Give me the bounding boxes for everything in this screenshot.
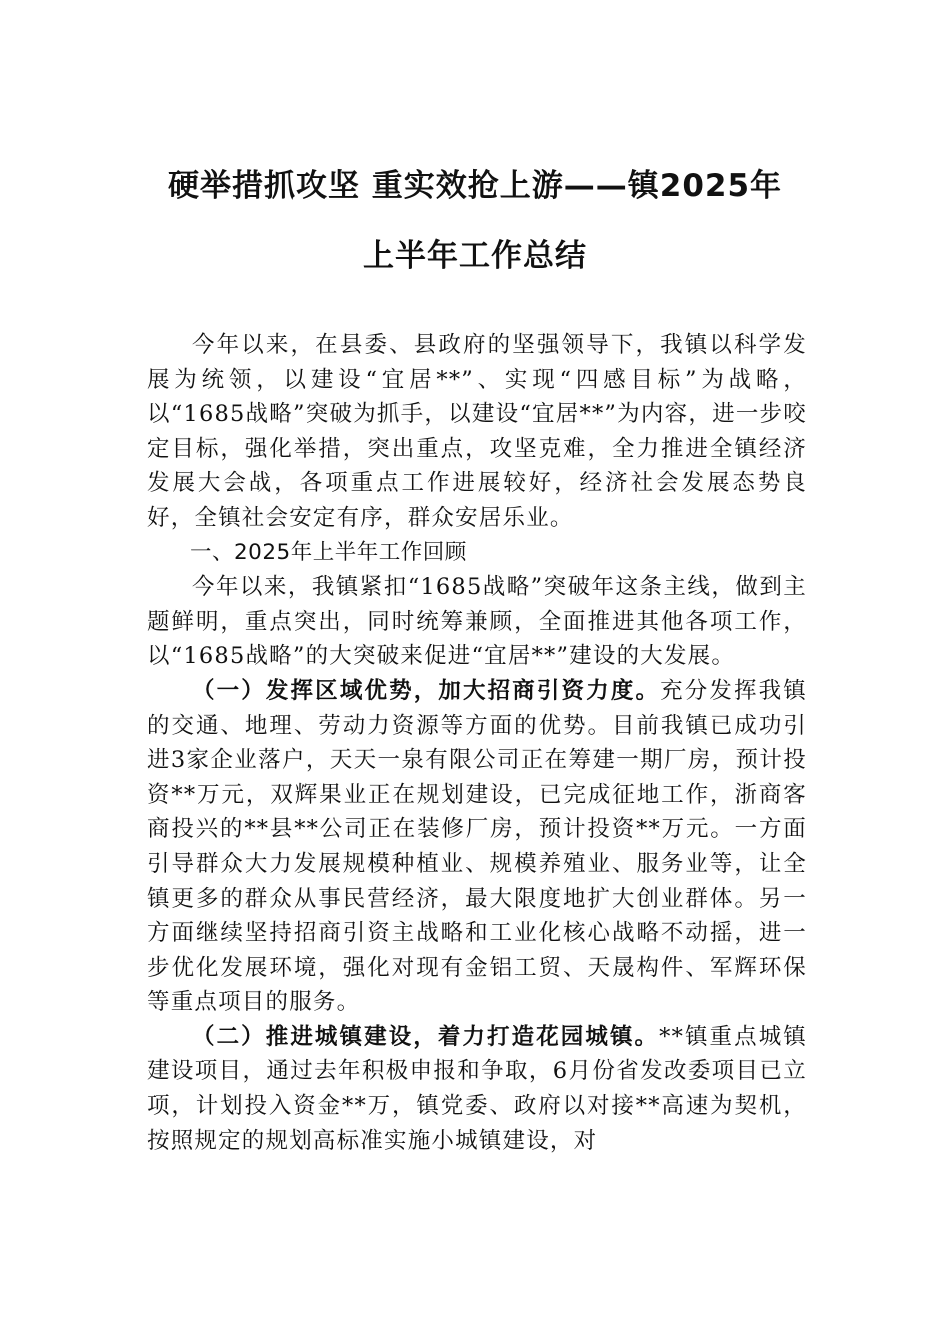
document-body bbox=[147, 328, 807, 1158]
section-intro-paragraph: 今年以来，我镇紧扣“1685战略”突破年这条主线，做到主题鲜明，重点突出，同时统筹兼顾，全面推进其他各项工作，以“1685战略”的大突破来促进“宜居**”建设的大发展。 bbox=[147, 574, 807, 670]
intro-paragraph: 今年以来，在县委、县政府的坚强领导下，我镇以科学发展为统领，以建设“宜居**”、实现“四感目标”为战略，以“1685战略”突破为抓手，以建设“宜居**”为内容，进一步咬定目标，强化举措，突出重点，攻坚克难，全力推进全镇经济发展大会战，各项重点工作进展较好，经济社会发展态势良好，全镇社会安定有序，群众安居乐业。 bbox=[147, 332, 807, 531]
item-2-paragraph bbox=[147, 1020, 807, 1158]
item-2-lead: （二）推进城镇建设，着力打造花园城镇。 bbox=[192, 1023, 660, 1050]
item-2-body: **镇重点城镇建设项目，通过去年积极申报和争取，6月份省发改委项目已立项，计划投入资金**万，镇党委、政府以对接**高速为契机，按照规定的规划高标准实施小城镇建设，对 bbox=[147, 1023, 807, 1154]
item-1-paragraph bbox=[147, 674, 807, 1020]
section-heading: 一、2025年上半年工作回顾 bbox=[190, 539, 467, 565]
item-1-lead: （一）发挥区域优势，加大招商引资力度。 bbox=[192, 677, 661, 704]
item-1-body: 充分发挥我镇的交通、地理、劳动力资源等方面的优势。目前我镇已成功引进3家企业落户，天天一泉有限公司正在筹建一期厂房，预计投资**万元，双辉果业正在规划建设，已完成征地工作，浙商客商投兴的**县**公司正在装修厂房，预计投资**万元。一方面引导群众大力发展规模种植业、规模养殖业、服务业等，让全镇更多的群众从事民营经济，最大限度地扩大创业群体。另一方面继续坚持招商引资主战略和工业化核心战略不动摇，进一步优化发展环境，强化对现有金铝工贸、天晟构件、军辉环保等重点项目的服务。 bbox=[147, 677, 807, 1016]
document-title-line-1: 硬举措抓攻坚 重实效抢上游——镇2025年 bbox=[167, 168, 783, 204]
document-title-line-2: 上半年工作总结 bbox=[363, 238, 587, 274]
